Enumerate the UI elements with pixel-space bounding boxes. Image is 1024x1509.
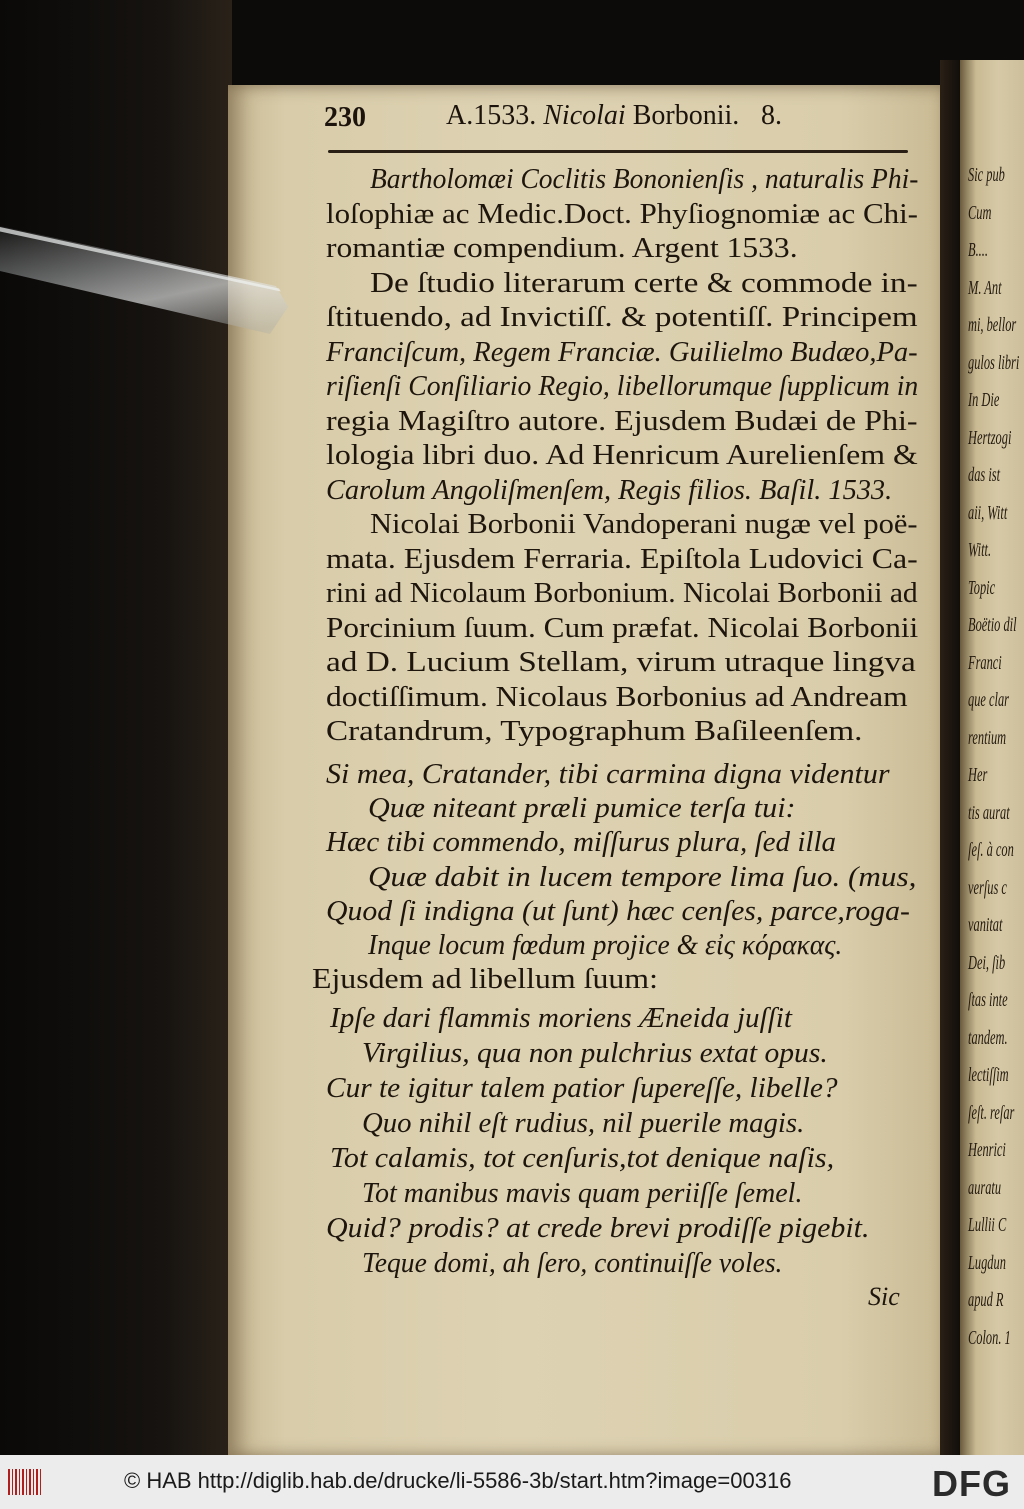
margin-fragment: aii, Witt: [968, 501, 1008, 524]
text-line: Quod ſi indigna (ut ſunt) hæc cenſes, parce,roga-: [326, 894, 910, 927]
margin-fragment: Her: [968, 764, 988, 786]
text-line: Franciſcum, Regem Franciæ. Guilielmo Budæo,Pa-: [326, 335, 918, 368]
text-line: Porcinium ſuum. Cum præfat. Nicolai Borbonii: [326, 611, 919, 644]
text-line: Ipſe dari flammis moriens Æneida juſſit: [330, 1002, 792, 1034]
margin-fragment: das ist: [968, 464, 1001, 486]
text-line: Inque locum fœdum projice & εἰς κόρακας.: [368, 929, 843, 961]
margin-fragment: tis aurat: [968, 801, 1010, 824]
text-line: mata. Ejusdem Ferraria. Epiſtola Ludovici Ca-: [326, 542, 918, 575]
margin-fragment: ſeſt. reſar: [968, 1101, 1015, 1124]
running-name-roman: Borbonii.: [632, 100, 740, 131]
text-line: lologia libri duo. Ad Henricum Aurelienſem &: [326, 439, 918, 471]
text-line: Nicolai Borbonii Vandoperani nugæ vel poë-: [370, 508, 918, 540]
margin-fragment: tandem.: [968, 1026, 1008, 1049]
page-number: 230: [324, 102, 366, 133]
catchword: Sic: [868, 1282, 900, 1311]
text-line: Hæc tibi commendo, miſſurus plura, ſed illa: [326, 826, 837, 859]
text-line: regia Magiſtro autore. Ejusdem Budæi de Phi-: [326, 404, 918, 437]
margin-fragment: Lugdun: [968, 1251, 1006, 1274]
text-line: Cur te igitur talem patior ſupereſſe, libelle?: [326, 1072, 838, 1104]
margin-fragment: lectiſſim: [968, 1064, 1009, 1086]
text-line: Quæ niteant præli pumice terſa tui:: [368, 792, 796, 825]
text-line: ſtituendo, ad Invictiſſ. & potentiſſ. Principem: [326, 301, 918, 333]
text-line: Tot calamis, tot cenſuris,tot denique naſis,: [330, 1142, 835, 1174]
text-line: Ejusdem ad libellum ſuum:: [312, 963, 658, 995]
margin-fragment: que clar: [968, 689, 1009, 711]
text-line: Virgilius, qua non pulchrius extat opus.: [362, 1037, 828, 1069]
text-line: De ſtudio literarum certe & commode in-: [370, 266, 918, 299]
text-line: Teque domi, ah ſero, continuiſſe voles.: [362, 1247, 783, 1279]
text-line: Quid? prodis? at crede brevi prodiſſe pigebit.: [326, 1212, 870, 1244]
margin-fragment: ſtas inte: [968, 989, 1008, 1011]
text-line: riſienſi Conſiliario Regio, libellorumque ſupplicum in: [326, 370, 919, 402]
text-line: Carolum Angoliſmenſem, Regis filios. Baſil. 1533.: [326, 473, 893, 506]
margin-fragment: B....: [968, 239, 988, 261]
margin-fragment: Dei, ſib: [968, 951, 1006, 974]
margin-fragment: Boëtio dil: [968, 614, 1017, 636]
text-line: romantiæ compendium. Argent 1533.: [326, 232, 798, 264]
running-year: A.1533.: [446, 100, 537, 131]
margin-fragment: Witt.: [968, 539, 992, 561]
margin-fragment: Topic: [968, 576, 996, 599]
dfg-logo: DFG: [932, 1463, 1011, 1504]
margin-fragment: vanitat: [968, 914, 1003, 936]
margin-fragment: In Die: [968, 389, 1000, 411]
signature-mark: 8.: [761, 100, 782, 131]
hab-barcode-icon: [8, 1469, 42, 1495]
margin-fragment: Colon. 1: [968, 1326, 1011, 1349]
margin-fragment: mi, bellor: [968, 314, 1017, 336]
margin-fragment: Henrici: [968, 1139, 1006, 1161]
text-line: ad D. Lucium Stellam, virum utraque lingva: [326, 646, 916, 678]
text-line: rini ad Nicolaum Borbonium. Nicolai Borbonii ad: [326, 577, 918, 609]
margin-fragment: Sic pub: [968, 164, 1005, 186]
text-line: doctiſſimum. Nicolaus Borbonius ad Andream: [326, 680, 908, 713]
copyright-link[interactable]: © HAB http://diglib.hab.de/drucke/li-5586-3b/start.htm?image=00316: [124, 1468, 792, 1493]
margin-fragment: auratu: [968, 1176, 1002, 1199]
text-line: Cratandrum, Typographum Baſileenſem.: [326, 715, 863, 747]
text-line: Quæ dabit in lucem tempore lima ſuo. (mus,: [368, 860, 917, 893]
text-line: Bartholomæi Coclitis Bononienſis , naturalis Phi-: [370, 163, 919, 195]
margin-fragment: apud R: [968, 1289, 1004, 1311]
running-name-italic: Nicolai: [543, 100, 626, 131]
margin-fragment: gulos libri: [968, 351, 1020, 374]
margin-fragment: rentium: [968, 726, 1007, 749]
text-line: Si mea, Cratander, tibi carmina digna videntur: [326, 758, 890, 790]
margin-fragment: ſeſ. à con: [968, 839, 1014, 861]
text-line: Quo nihil eſt rudius, nil puerile magis.: [362, 1107, 805, 1139]
text-line: loſophiæ ac Medic.Doct. Phyſiognomiæ ac Chi-: [326, 197, 918, 230]
margin-fragment: M. Ant: [968, 276, 1002, 299]
margin-fragment: Hertzogi: [968, 426, 1012, 449]
margin-fragment: Lullii C: [968, 1214, 1007, 1236]
margin-fragment: verſus c: [968, 876, 1007, 899]
margin-fragment: Franci: [968, 651, 1002, 674]
margin-fragment: Cum: [968, 201, 992, 224]
viewer-footer: [0, 1455, 1024, 1509]
text-line: Tot manibus mavis quam periiſſe ſemel.: [362, 1177, 803, 1209]
